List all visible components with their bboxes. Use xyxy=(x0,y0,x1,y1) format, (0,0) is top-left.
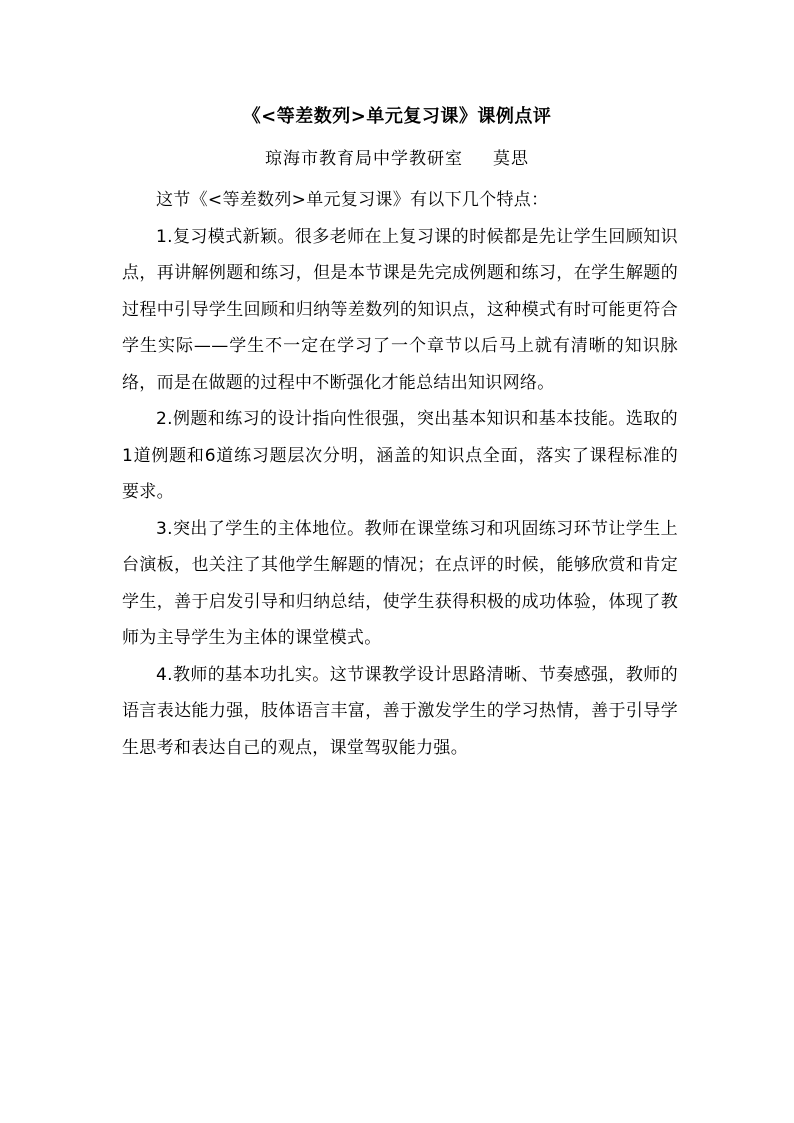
point-2-paragraph: 2.例题和练习的设计指向性很强，突出基本知识和基本技能。选取的1道例题和6道练习题层次分明，涵盖的知识点全面，落实了课程标准的要求。 xyxy=(122,409,678,502)
byline-affiliation: 琼海市教育局中学教研室 xyxy=(265,149,463,169)
document-title: 《<等差数列>单元复习课》课例点评 xyxy=(242,106,552,127)
point-3-paragraph: 3.突出了学生的主体地位。教师在课堂练习和巩固练习环节让学生上台演板，也关注了其他学生解题的情况；在点评的时候，能够欣赏和肯定学生，善于启发引导和归纳总结，使学生获得积极的成功体验，体现了教师为主导学生为主体的课堂模式。 xyxy=(122,518,678,648)
byline xyxy=(0,147,794,171)
point-4-paragraph: 4.教师的基本功扎实。这节课教学设计思路清晰、节奏感强，教师的语言表达能力强，肢体语言丰富，善于激发学生的学习热情，善于引导学生思考和表达自己的观点，课堂驾驭能力强。 xyxy=(122,664,678,758)
intro-paragraph: 这节《<等差数列>单元复习课》有以下几个特点： xyxy=(156,190,549,210)
document-body xyxy=(122,182,678,766)
byline-author: 莫思 xyxy=(493,149,529,169)
point-1-paragraph: 1.复习模式新颖。很多老师在上复习课的时候都是先让学生回顾知识点，再讲解例题和练习，但是本节课是先完成例题和练习，在学生解题的过程中引导学生回顾和归纳等差数列的知识点，这种模式有时可能更符合学生实际——学生不一定在学习了一个章节以后马上就有清晰的知识脉络，而是在做题的过程中不断强化才能总结出知识网络。 xyxy=(122,226,678,393)
